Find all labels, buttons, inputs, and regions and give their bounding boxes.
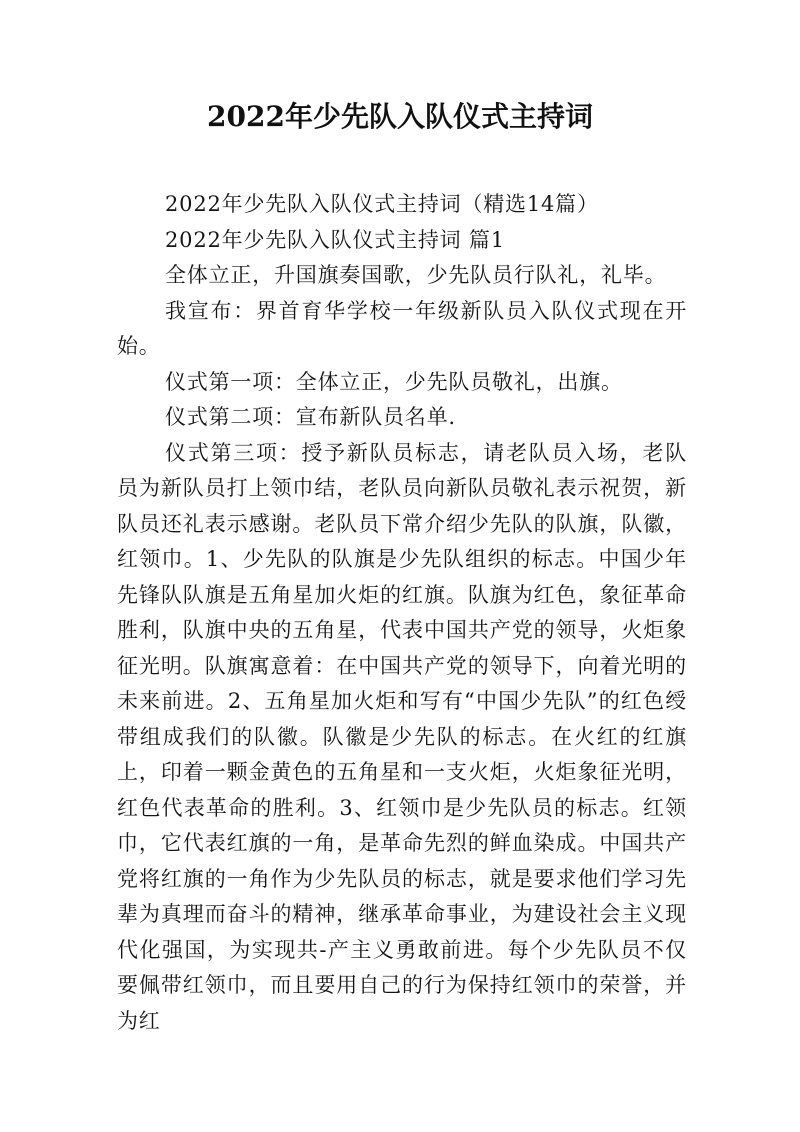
paragraph: 仪式第二项：宣布新队员名单. [165, 405, 456, 429]
document-title: 2022年少先队入队仪式主持词 [207, 100, 593, 133]
paragraph: 仪式第三项：授予新队员标志，请老队员入场，老队员为新队员打上领巾结，老队员向新队员敬礼表示祝贺，新队员还礼表示感谢。老队员下常介绍少先队的队旗，队徽，红领巾。1、少先队的队旗是少先队组织的标志。中国少年先锋队队旗是五角星加火炬的红旗。队旗为红色，象征革命胜利，队旗中央的五角星，代表中国共产党的领导，火炬象征光明。队旗寓意着：在中国共产党的领导下，向着光明的未来前进。2、五角星加火炬和写有“中国少先队”的红色绶带组成我们的队徽。队徽是少先队的标志。在火红的红旗上，印着一颗金黄色的五角星和一支火炬，火炬象征光明，红色代表革命的胜利。3、红领巾是少先队员的标志。红领巾，它代表红旗的一角，是革命先烈的鲜血染成。中国共产党将红旗的一角作为少先队员的标志，就是要求他们学习先辈为真理而奋斗的精神，继承革命事业，为建设社会主义现代化强国，为实现共-产主义勇敢前进。每个少先队员不仅要佩带红领巾，而且要用自己的行为保持红领巾的荣誉，并为红 [117, 440, 687, 1033]
paragraph: 仪式第一项：全体立正，少先队员敬礼，出旗。 [165, 369, 623, 394]
paragraph: 2022年少先队入队仪式主持词（精选14篇） [165, 192, 599, 216]
document-body [117, 187, 687, 1039]
paragraph: 全体立正，升国旗奏国歌，少先队员行队礼，礼毕。 [165, 263, 667, 287]
paragraph: 2022年少先队入队仪式主持词 篇1 [165, 227, 505, 252]
paragraph: 我宣布：界首育华学校一年级新队员入队仪式现在开始。 [117, 298, 687, 358]
